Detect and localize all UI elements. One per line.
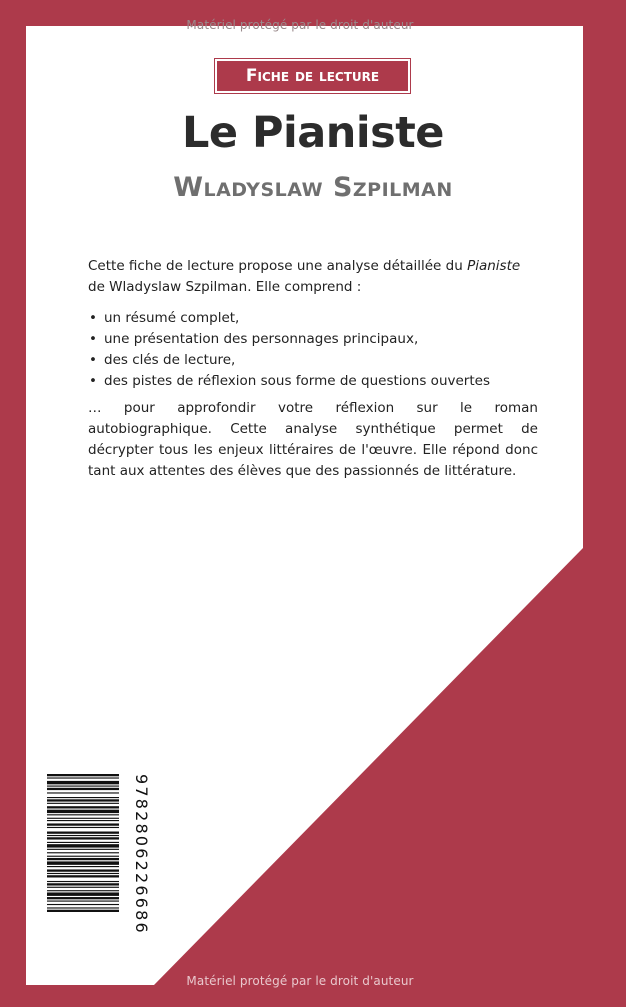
- intro-text-after: de Wladyslaw Szpilman. Elle comprend :: [88, 279, 362, 295]
- barcode-bar: [47, 858, 119, 860]
- barcode-bar: [47, 875, 119, 877]
- barcode-bar: [47, 869, 119, 871]
- bullet-icon: •: [89, 373, 97, 389]
- barcode-bar: [47, 823, 119, 825]
- book-title: Le Pianiste: [182, 108, 444, 158]
- barcode-bar: [47, 818, 119, 819]
- outro-paragraph: … pour approfondir votre réflexion sur le roman autobiographique. Cette analyse synthétique permet de décrypter tous les enjeux littéraires de l'œuvre. Elle répond donc tant aux attentes des élèves que des passionnés de littérature.: [88, 400, 538, 479]
- barcode-bar: [47, 901, 119, 902]
- barcode-bar: [47, 887, 119, 888]
- barcode-bar: [47, 892, 119, 895]
- barcode-bar: [47, 797, 119, 798]
- barcode-bar: [47, 810, 119, 813]
- bullet-icon: •: [89, 352, 97, 368]
- list-item-label: des clés de lecture,: [104, 352, 236, 368]
- barcode: [45, 772, 151, 972]
- barcode-bar: [47, 852, 119, 853]
- intro-italic-title: Pianiste: [467, 258, 521, 274]
- intro-paragraph: [88, 256, 538, 298]
- category-badge: Fiche de lecture: [215, 59, 410, 93]
- intro-text-before: Cette fiche de lecture propose une analyse détaillée du: [88, 258, 468, 274]
- barcode-number: 9782806226686: [132, 774, 151, 935]
- barcode-bar: [47, 849, 119, 850]
- barcode-bar: [47, 904, 119, 905]
- barcode-bar: [47, 844, 119, 847]
- barcode-bar: [47, 835, 119, 836]
- list-item-label: une présentation des personnages principaux,: [104, 331, 419, 347]
- barcode-bar: [47, 777, 119, 778]
- watermark-top: Matériel protégé par le droit d'auteur: [186, 18, 414, 32]
- barcode-bar: [47, 792, 119, 793]
- barcode-bar: [47, 866, 119, 867]
- barcode-bar: [47, 873, 119, 874]
- barcode-bar: [47, 881, 119, 882]
- barcode-bar: [47, 803, 119, 804]
- barcode-bar: [47, 883, 119, 885]
- barcode-bar: [47, 832, 119, 834]
- list-item-label: des pistes de réflexion sous forme de questions ouvertes: [104, 373, 490, 389]
- barcode-bar: [47, 910, 119, 912]
- contents-list: [88, 308, 538, 392]
- list-item: [88, 350, 538, 371]
- barcode-bar: [47, 781, 119, 784]
- barcode-bar: [47, 788, 119, 790]
- list-item: [88, 371, 538, 392]
- watermark-bottom: Matériel protégé par le droit d'auteur: [186, 974, 414, 988]
- barcode-bar: [47, 842, 119, 843]
- barcode-bar: [47, 774, 119, 776]
- bullet-icon: •: [89, 331, 97, 347]
- barcode-bar: [47, 820, 119, 821]
- list-item-label: un résumé complet,: [104, 310, 240, 326]
- bullet-icon: •: [89, 310, 97, 326]
- barcode-bar: [47, 799, 119, 801]
- book-author: Wladyslaw Szpilman: [173, 172, 453, 203]
- barcode-bar: [47, 897, 119, 899]
- barcode-bar: [47, 907, 119, 908]
- barcode-bar: [47, 890, 119, 891]
- barcode-bar: [47, 806, 119, 808]
- barcode-bar: [47, 856, 119, 857]
- list-item: [88, 329, 538, 350]
- list-item: [88, 308, 538, 329]
- barcode-bar: [47, 827, 119, 828]
- barcode-bar: [47, 814, 119, 815]
- barcode-bar: [47, 861, 119, 864]
- barcode-bar: [47, 837, 119, 839]
- barcode-bar: [47, 786, 119, 787]
